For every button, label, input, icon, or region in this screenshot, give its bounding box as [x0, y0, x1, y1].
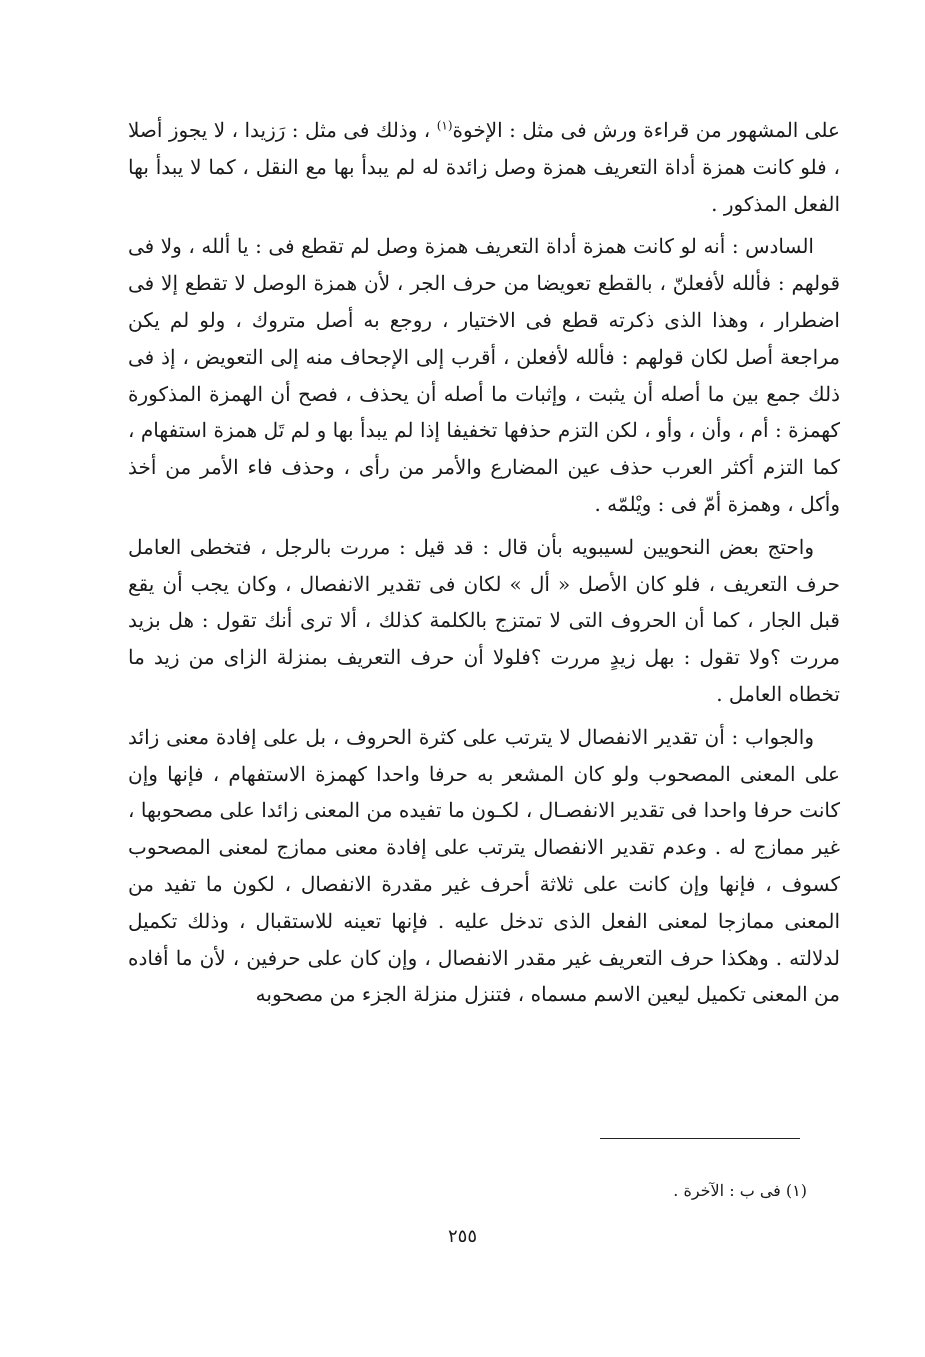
page-number: ٢٥٥ [447, 1226, 477, 1247]
paragraph-3: واحتج بعض النحويين لسيبويه بأن قال : قد قيل : مررت بالرجل ، فتخطى العامل حرف التعريف ، فلو كان الأصل « أل » لكان فى تقدير الانفصال ، وكان يجب أن يقع قبل الجار ، كما أن الحروف التى لا تمتزج بالكلمة كذلك ، ألا ترى أنك تقول : هل بزيد مررت ؟ولا تقول : بهل زيدٍ مررت ؟فلولا أن حرف التعريف بمنزلة الزاى من زيد ما تخطاه العامل . [128, 534, 840, 706]
paragraph-1-start: على المشهور من قراءة ورش فى مثل : الإخوة [452, 118, 840, 142]
footnote: (١) فى ب : الآخرة . [673, 1181, 807, 1200]
footnote-divider [600, 1138, 800, 1139]
page-body [128, 112, 840, 1019]
paragraph-2: السادس : أنه لو كانت همزة أداة التعريف همزة وصل لم تقطع فى : يا ألله ، ولا فى قولهم : فألله لأفعلنّ ، بالقطع تعويضا من حرف الجر ، لأن همزة الوصل لا تقطع إلا فى اضطرار ، وهذا الذى ذكرته قطع فى الاختيار ، روجع به أصل متروك ، ولو لم يكن مراجعة أصل لكان قولهم : فألله لأفعلن ، أقرب إلى الإجحاف منه إلى التعويض ، إذ فى ذلك جمع بين ما أصله أن يثبت ، وإثبات ما أصله أن يحذف ، فصح أن الهمزة المذكورة كهمزة : أم ، وأن ، وأو ، لكن التزم حذفها تخفيفا إذا لم يبدأ بها و لم تَل همزة استفهام ، كما التزم أكثر العرب حذف عين المضارع والأمر من رأى ، وحذف فاء الأمر من أخذ وأكل ، وهمزة أمّ فى : ويْلمّه . [128, 234, 841, 516]
paragraph-1 [128, 112, 840, 222]
paragraph-4: والجواب : أن تقدير الانفصال لا يترتب على كثرة الحروف ، بل على إفادة معنى زائد على المعنى المصحوب ولو كان المشعر به حرفا واحدا كهمزة الاستفهام ، فإنها وإن كانت حرفا واحدا فى تقدير الانفصـال ، لكـون ما تفيده من المعنى زائدا على مصحوبها ، غير ممازج له . وعدم تقدير الانفصال يترتب على إفادة معنى ممازج لمعنى المصحوب كسوف ، فإنها وإن كانت على ثلاثة أحرف غير مقدرة الانفصال ، لكون ما تفيد من المعنى ممازجا لمعنى الفعل الذى تدخل عليه . فإنها تعينه للاستقبال ، وذلك تكميل لدلالته . وهكذا حرف التعريف غير مقدر الانفصال ، وإن كان على حرفين ، لأن ما أفاده من المعنى تكميل ليعين الاسم مسماه ، فتنزل منزلة الجزء من مصحوبه [128, 724, 840, 1007]
paragraph-1-rest: ، وذلك فى مثل : رَزيدا ، لا يجوز أصلا ، فلو كانت همزة أداة التعريف همزة وصل زائدة له لم يبدأ بها مع النقل ، كما لا يبدأ بها الفعل المذكور . [128, 118, 840, 216]
footnote-marker: (١) [436, 118, 453, 133]
